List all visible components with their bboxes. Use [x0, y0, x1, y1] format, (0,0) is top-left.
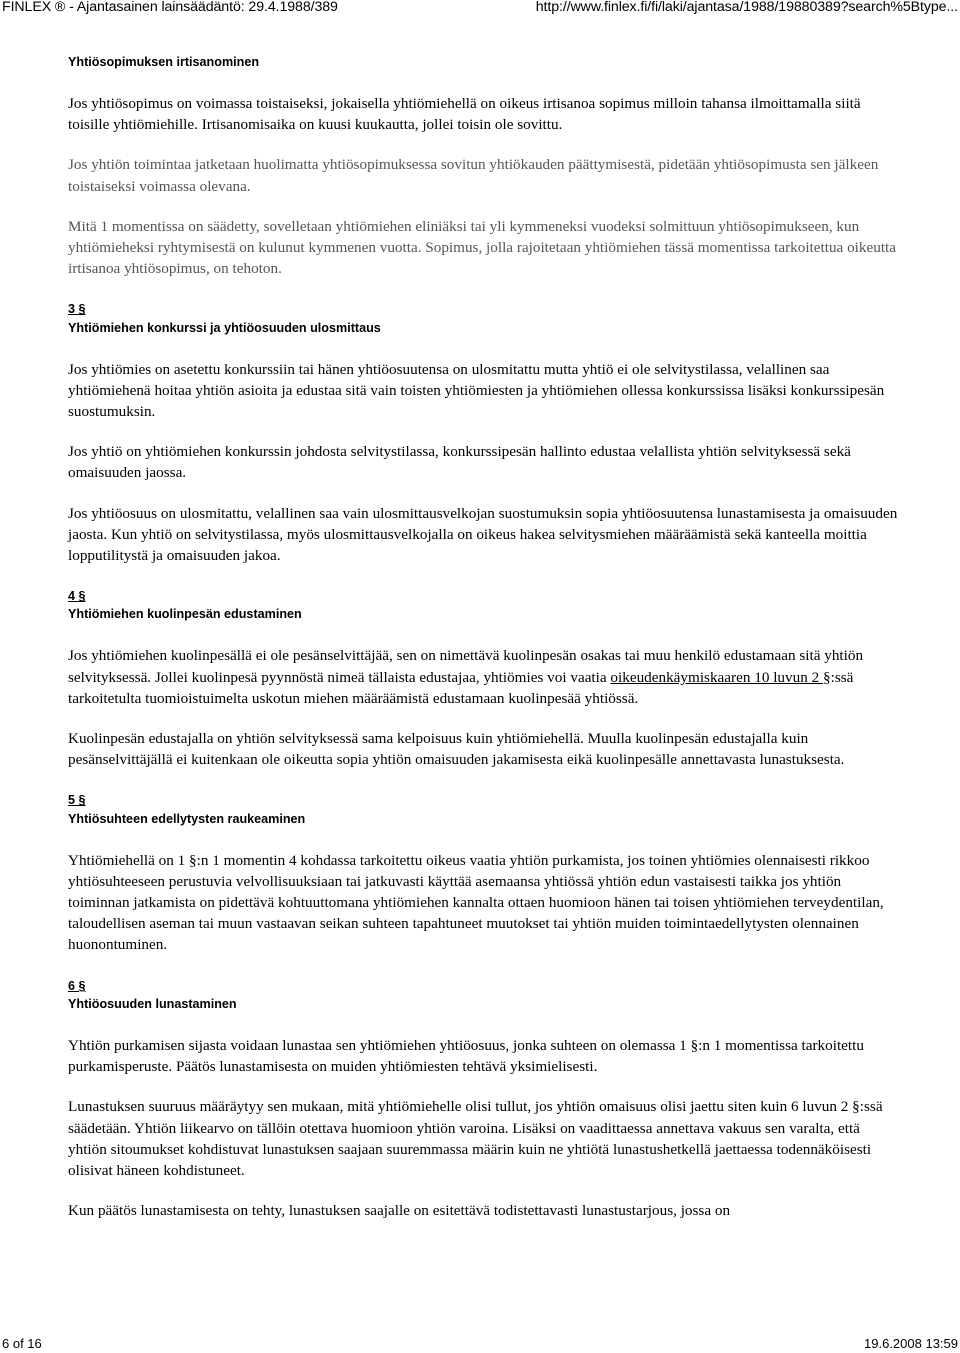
paragraph: Kun päätös lunastamisesta on tehty, lunastuksen saajalle on esitettävä todistettavasti lunastustarjous, jossa on	[68, 1202, 731, 1220]
paragraph: Jos yhtiön toimintaa jatketaan huolimatta yhtiösopimuksessa sovitun yhtiökauden päättymisestä, pidetään yhtiösopimusta sen jälkeen toistaiseksi voimassa olevana.	[68, 156, 879, 195]
section-number-link[interactable]: 5 §	[68, 793, 86, 808]
paragraph-text: :ssä tarkoitetulta tuomioistuimelta uskotun miehen määräämistä edustamaan kuolinpesää yhtiössä.	[68, 668, 854, 707]
section-number-link[interactable]: 6 §	[68, 978, 86, 993]
paragraph: Lunastuksen suuruus määräytyy sen mukaan, mitä yhtiömiehelle olisi tullut, jos yhtiön omaisuus olisi jaettu siten kuin 6 luvun 2 §:ssä säädetään. Yhtiön liikearvo on tällöin otettava huomioon yhtiön varoina. Lisäksi on vaadittaessa annettava vakuus sen varalta, että yhtiön sitoumukset kohdistuvat lunastuksen saajaan suuremmassa määrin kuin ne yhtiötä lunastushetkellä jaettaessa todennäköisesti olisivat häneen kohdistuneet.	[68, 1098, 883, 1179]
page-header-title: FINLEX ® - Ajantasainen lainsäädäntö: 29.4.1988/389	[2, 0, 338, 15]
paragraph: Yhtiön purkamisen sijasta voidaan lunastaa sen yhtiömiehen yhtiöosuus, jonka suhteen on olemassa 1 §:n 1 momentissa tarkoitettu purkamisperuste. Päätös lunastamisesta on muiden yhtiömiesten tehtävä yksimielisesti.	[68, 1036, 864, 1076]
section-title: Yhtiömiehen konkurssi ja yhtiöosuuden ulosmittaus	[68, 320, 381, 335]
paragraph-text: Jos yhtiömiehen kuolinpesällä ei ole pesänselvittäjää, sen on nimettävä kuolinpesän osakas tai muu henkilö edustamaan sitä yhtiön selvityksessä. Jollei kuolinpesä pyynnöstä nimeä tällaista edustajaa, yhtiömies voi vaatia	[68, 647, 864, 686]
section-2	[68, 54, 898, 279]
paragraph	[68, 645, 898, 709]
section-4	[68, 585, 898, 770]
paragraph: Jos yhtiömies on asetettu konkurssiin tai hänen yhtiöosuutensa on ulosmitattu mutta yhtiö ei ole selvitystilassa, velallinen saa yhtiömiehenä hoitaa yhtiön asioita ja edustaa sitä vain toisten yhtiömiesten ja yhtiömiehen ollessa konkurssissa lisäksi konkurssipesän suostumuksin.	[68, 360, 885, 421]
page-header-url: http://www.finlex.fi/fi/laki/ajantasa/1988/19880389?search%5Btype...	[535, 0, 958, 15]
section-title: Yhtiösuhteen edellytysten raukeaminen	[68, 811, 306, 826]
paragraph: Mitä 1 momentissa on säädetty, sovelletaan yhtiömiehen eliniäksi tai yli kymmeneksi vuodeksi solmittuun yhtiösopimukseen, kun yhtiömieheksi ryhtymisestä on kulunut kymmenen vuotta. Sopimus, jolla rajoitetaan yhtiömiehen tässä momentissa tarkoitettua oikeutta irtisanoa yhtiösopimus, on tehoton.	[68, 217, 896, 278]
section-6	[68, 975, 898, 1222]
section-title: Yhtiöosuuden lunastaminen	[68, 996, 237, 1011]
page-counter: 6 of 16	[2, 1336, 42, 1351]
section-number-link[interactable]: 3 §	[68, 302, 86, 317]
paragraph: Jos yhtiösopimus on voimassa toistaiseksi, jokaisella yhtiömiehellä on oikeus irtisanoa sopimus milloin tahansa ilmoittamalla siitä toisille yhtiömiehille. Irtisanomisaika on kuusi kuukautta, jollei toisin ole sovittu.	[68, 95, 861, 134]
section-title: Yhtiösopimuksen irtisanominen	[68, 55, 260, 69]
paragraph: Kuolinpesän edustajalla on yhtiön selvityksessä sama kelpoisuus kuin yhtiömiehellä. Muulla kuolinpesän edustajalla kuin pesänselvittäjällä ei kuitenkaan ole oikeutta sopia yhtiön omaisuuden jakamisesta eikä kuolinpesälle annettavasta lunastuksesta.	[68, 730, 845, 769]
paragraph: Yhtiömiehellä on 1 §:n 1 momentin 4 kohdassa tarkoitettu oikeus vaatia yhtiön purkamista, jos toinen yhtiömies olennaisesti rikkoo yhtiösuhteeseen perustuvia velvollisuuksiaan tai jatkuvasti käyttää asemaansa yhtiössä yhtiön edun vastaisesti taikka jos yhtiön toiminnan jatkamista on pidettävä kohtuuttomana yhtiömiehen kannalta ottaen huomioon hänen tai toisen yhtiömiehen terveydentilan, taloudellisen aseman tai muun vastaavan seikan suhteen tapahtuneet muutokset tai yhtiön muiden toimintaedellytysten olennainen huonontuminen.	[68, 851, 884, 954]
document-content	[68, 54, 898, 1221]
print-timestamp: 19.6.2008 13:59	[864, 1336, 958, 1351]
section-number-link[interactable]: 4 §	[68, 589, 86, 604]
section-3	[68, 298, 898, 566]
paragraph: Jos yhtiö on yhtiömiehen konkurssin johdosta selvitystilassa, konkurssipesän hallinto edustaa velallista yhtiön selvityksessä sekä omaisuuden jaossa.	[68, 443, 851, 482]
paragraph: Jos yhtiöosuus on ulosmitattu, velallinen saa vain ulosmittausvelkojan suostumuksin sopia yhtiöosuutensa lunastamisesta ja omaisuuden jaosta. Kun yhtiö on selvitystilassa, myös ulosmittausvelkojalla on oikeus hakea selvitysmiehen määräämistä sekä kanteella moittia lopputilitystä ja omaisuuden jakoa.	[68, 504, 898, 565]
law-reference-link[interactable]: oikeudenkäymiskaaren 10 luvun 2 §	[610, 668, 831, 686]
section-5	[68, 789, 898, 955]
section-title: Yhtiömiehen kuolinpesän edustaminen	[68, 607, 302, 622]
